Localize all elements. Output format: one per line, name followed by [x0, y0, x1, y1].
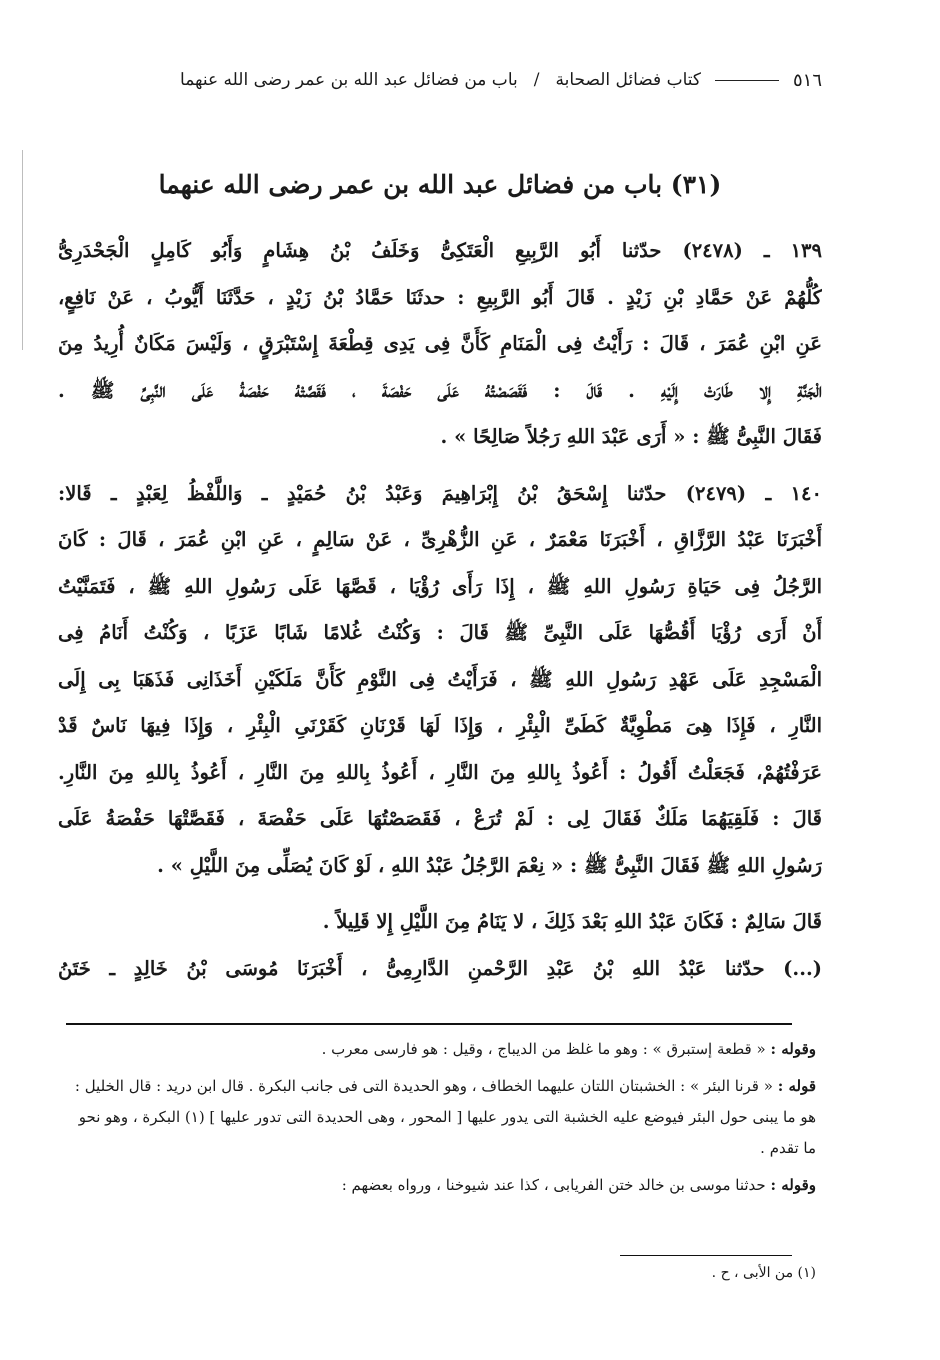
binding-shadow [22, 150, 23, 350]
note-istabraq [64, 1034, 816, 1065]
running-header [60, 62, 822, 98]
header-book: كتاب فضائل الصحابة [555, 70, 701, 90]
note-text: « قطعة إستبرق » : وهو ما غلظ من الديباج ، وقيل : هو فارسى معرب . [321, 1040, 766, 1058]
note-text: حدثنا موسى بن خالد ختن الفريابى ، كذا عند شيوخنا ، ورواه بعضهم : [341, 1176, 766, 1194]
text-line: الرَّجُلُ فِى حَيَاةِ رَسُولِ اللهِ ﷺ ، إِذَا رَأَى رُؤْيَا ، قَصَّهَا عَلَى رَسُولِ اللهِ ﷺ ، فَتَمَنَّيْتُ [58, 574, 822, 598]
hadith-continuation [58, 946, 822, 993]
note-text: عليها [ المحور ، وهى الحديدة التى تدور عليها ] (١) البكرة ، وهو نحو ما تقدم . [78, 1108, 816, 1157]
text-line: عَرَفْتُهُمْ، فَجَعَلْتُ أَقُولُ : أَعُوذُ بِاللهِ مِنَ النَّارِ ، أَعُوذُ بِاللهِ مِنَ النَّارِ ، أَعُوذُ بِاللهِ مِنَ النَّارِ. [58, 760, 822, 784]
text-line: رَسُولِ اللهِ ﷺ فَقَالَ النَّبِىُّ ﷺ : « نِعْمَ الرَّجُلُ عَبْدُ اللهِ ، لَوْ كَانَ يُصَلِّى مِنَ اللَّيْلِ » . [157, 853, 822, 877]
hadith-140 [58, 471, 822, 890]
header-chapter: باب من فضائل عبد الله بن عمر رضى الله عنهما [180, 70, 518, 90]
note-label: وقوله : [770, 1176, 816, 1194]
text-line: الْجَنَّةِ إِلا طَارَتْ إِلَيْهِ . قَالَ : فَقَصَصْتُهُ عَلَى حَفْصَةَ ، فَقَصَّتْهُ حَفْصَةُ عَلَى النَّبِىِّ ﷺ . [58, 378, 822, 402]
text-line: أَنْ أَرَى رُؤْيَا أَقُصُّهَا عَلَى النَّبِىِّ ﷺ قَالَ : وَكُنْتُ غُلامًا شَابًا عَزَبًا ، وَكُنْتُ أَنَامُ فِى [58, 621, 822, 644]
text-line: النَّارِ ، فَإِذَا هِىَ مَطْوِيَّةٌ كَطَىِّ الْبِئْرِ ، وَإِذَا لَهَا قَرْنَانِ كَقَرْنَىِ الْبِئْرِ ، وَإِذَا فِيهَا نَاسٌ قَدْ [58, 714, 822, 737]
text-line: فَقَالَ النَّبِىُّ ﷺ : « أَرَى عَبْدَ اللهِ رَجُلاً صَالِحًا » . [440, 425, 822, 448]
text-line: (...) حدّثنا عَبْدُ اللهِ بْنُ عَبْدِ الرَّحْمنِ الدَّارِمِىُّ ، أَخْبَرَنَا مُوسَى بْنُ خَالِدٍ ـ خَتَنُ [58, 956, 822, 980]
text-line: أَخْبَرَنَا عَبْدُ الرَّزَّاقِ ، أَخْبَرَنَا مَعْمَرٌ ، عَنِ الزُّهْرِىِّ ، عَنْ سَالِمٍ ، عَنِ ابْنِ عُمَرَ ، قَالَ : كَانَ [58, 528, 822, 551]
text-line: قَالَ سَالِمٌ : فَكَانَ عَبْدُ اللهِ بَعْدَ ذَلِكَ ، لا يَنَامُ مِنَ اللَّيْلِ إِلا قَلِيلاً . [322, 910, 822, 933]
text-line: كُلُّهُمْ عَنْ حَمَّادِ بْنِ زَيْدٍ . قَالَ أَبُو الرَّبِيعِ : حدثَنَا حَمَّادُ بْنُ زَيْدٍ ، حَدَّثَنَا أَيُّوبُ ، عَنْ نَافِعٍ، [58, 285, 822, 309]
text-line: ١٤٠ ـ (٢٤٧٩) حدّثنا إِسْحَقُ بْنُ إِبْرَاهِيمَ وَعَبْدُ بْنُ حُمَيْدٍ ـ وَاللَّفْظُ لِعَبْدٍ ـ قَالا: [58, 481, 822, 505]
header-separator: / [533, 70, 540, 90]
chapter-title: (٣١) باب من فضائل عبد الله بن عمر رضى الله عنهما [158, 170, 722, 199]
commentary-divider [66, 1023, 792, 1025]
main-text [58, 228, 822, 992]
note-musa [64, 1170, 816, 1201]
note-qarna-albir [64, 1071, 816, 1164]
footnote: (١) من الأبى ، ح . [711, 1265, 816, 1281]
text-line: قَالَ : فَلَقِيَهُمَا مَلَكٌ فَقَالَ لِى : لَمْ تُرَعْ ، فَقَصَصْتُهَا عَلَى حَفْصَةَ ، فَقَصَّتْهَا حَفْصَةُ عَلَى [58, 807, 822, 830]
hadith-139 [58, 228, 822, 461]
commentary [64, 1034, 816, 1207]
text-line: الْمَسْجِدِ عَلَى عَهْدِ رَسُولِ اللهِ ﷺ ، فَرَأَيْتُ فِى النَّوْمِ كَأَنَّ مَلَكَيْنِ أَخَذَانِى فَذَهَبَا بِى إِلَى [58, 667, 822, 691]
page-number: ٥١٦ [792, 69, 822, 91]
text-line: ١٣٩ ـ (٢٤٧٨) حدّثنا أَبُو الرَّبِيعِ الْعَتَكِىُّ وَخَلَفُ بْنُ هِشَامٍ وَأَبُو كَامِلٍ الْجَحْدَرِىُّ [58, 239, 822, 262]
note-text: البكرة . قال ابن دريد : قال الخليل : هو ما يبنى حول البئر فيوضع عليه الخشبة التى يدور [74, 1077, 816, 1126]
note-label: قوله : [777, 1077, 816, 1095]
note-text: « قرنا البئر » : الخشبتان اللتان عليهما الخطاف ، وهو الحديدة التى فى جانب [300, 1077, 773, 1095]
footnote-divider [620, 1255, 792, 1256]
text-line: عَنِ ابْنِ عُمَرَ ، قَالَ : رَأَيْتُ فِى الْمَنَامِ كَأَنَّ فِى يَدِى قِطْعَةَ إِسْتَبْرَقٍ ، وَلَيْسَ مَكَانٌ أُرِيدُ مِنَ [58, 332, 822, 355]
header-dash [715, 80, 779, 81]
salim-statement [58, 899, 822, 946]
note-label: وقوله : [770, 1040, 816, 1058]
